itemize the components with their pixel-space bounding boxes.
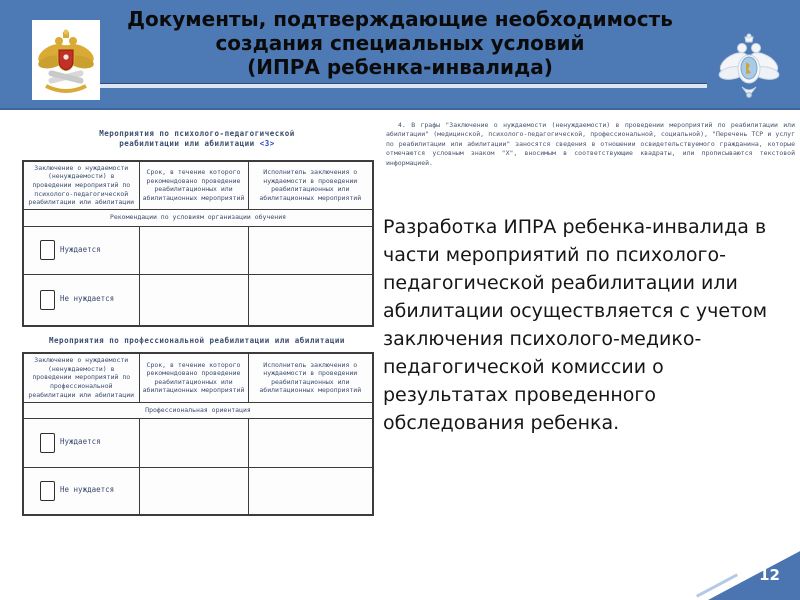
form2-caption-line1: Мероприятия по профессиональной реабилитации или абилитации (49, 336, 345, 345)
scanned-footnote-4: 4. В графы "Заключение о нуждаемости (ненуждаемости) в проведении мероприятий по реабилитации или абилитации" (медицинской, психолого-педагогической, профессиональной, социальной), "Перечень ТСР и услуг по реабилитации или абилитации" заносятся сведения в отношении освидетельствуемого гражданина, которые отмечаются условным знаком "X", вносимым в соответствующие квадраты, или прописываются текстовой информацией. (386, 121, 795, 167)
form2-header-col3: Исполнитель заключения о нуждаемости в проведении реабилитационных или абилитационных мероприятий (248, 353, 373, 402)
form2-subheader: Профессиональная ориентация (23, 402, 373, 418)
form1-row-not-needs (23, 274, 139, 326)
checkbox-icon (40, 433, 55, 453)
checkbox-icon (40, 481, 55, 501)
form2-caption (22, 336, 372, 346)
empty-cell (248, 226, 373, 274)
empty-cell (248, 467, 373, 515)
form-table-psych-ped (22, 160, 374, 327)
form1-caption-line2: реабилитации или абилитации (119, 139, 255, 148)
form1-row-needs (23, 226, 139, 274)
empty-cell (139, 274, 248, 326)
empty-cell (139, 226, 248, 274)
footnote-marker: <3> (259, 139, 275, 148)
form-table-professional (22, 352, 374, 516)
form2-row-needs (23, 418, 139, 467)
form1-subheader: Рекомендации по условиям организации обучения (23, 209, 373, 226)
checkbox-label: Нуждается (60, 244, 101, 254)
ministry-logo-box (32, 20, 100, 100)
slide-title-line3: (ИПРА ребенка-инвалида) (247, 55, 553, 79)
slide-title (110, 7, 690, 79)
page-number: 12 (759, 566, 780, 584)
checkbox-label: Не нуждается (60, 485, 115, 495)
form1-header-col2: Срок, в течение которого рекомендовано проведение реабилитационных или абилитационных мероприятий (139, 161, 248, 209)
footer-corner-wedge (700, 548, 800, 600)
checkbox-icon (40, 290, 55, 310)
checkbox-label: Не нуждается (60, 294, 115, 304)
header-divider-line (100, 83, 707, 88)
white-double-eagle-emblem-icon (714, 31, 784, 101)
checkbox-icon (40, 240, 55, 260)
main-paragraph: Разработка ИПРА ребенка-инвалида в части мероприятий по психолого-педагогической реабилитации или абилитации осуществляется с учетом заключения психолого-медико-педагогической комиссии о результатах проведенного обследования ребенка. (383, 216, 768, 434)
slide-title-line1: Документы, подтверждающие необходимость (127, 7, 673, 31)
form1-caption-line1: Мероприятия по психолого-педагогической (99, 129, 295, 138)
empty-cell (248, 274, 373, 326)
empty-cell (139, 467, 248, 515)
slide-title-line2: создания специальных условий (215, 31, 585, 55)
empty-cell (139, 418, 248, 467)
form1-header-col3: Исполнитель заключения о нуждаемости в проведении реабилитационных или абилитационных мероприятий (248, 161, 373, 209)
form1-header-col1: Заключение о нуждаемости (ненуждаемости) в проведении мероприятий по психолого-педагогической реабилитации или абилитации (23, 161, 139, 209)
header-band (0, 0, 800, 110)
form2-header-col1: Заключение о нуждаемости (ненуждаемости) в проведении мероприятий по профессиональной реабилитации или абилитации (23, 353, 139, 402)
empty-cell (248, 418, 373, 467)
form2-header-col2: Срок, в течение которого рекомендовано проведение реабилитационных или абилитационных мероприятий (139, 353, 248, 402)
form1-caption (22, 129, 372, 149)
checkbox-label: Нуждается (60, 437, 101, 447)
form2-row-not-needs (23, 467, 139, 515)
